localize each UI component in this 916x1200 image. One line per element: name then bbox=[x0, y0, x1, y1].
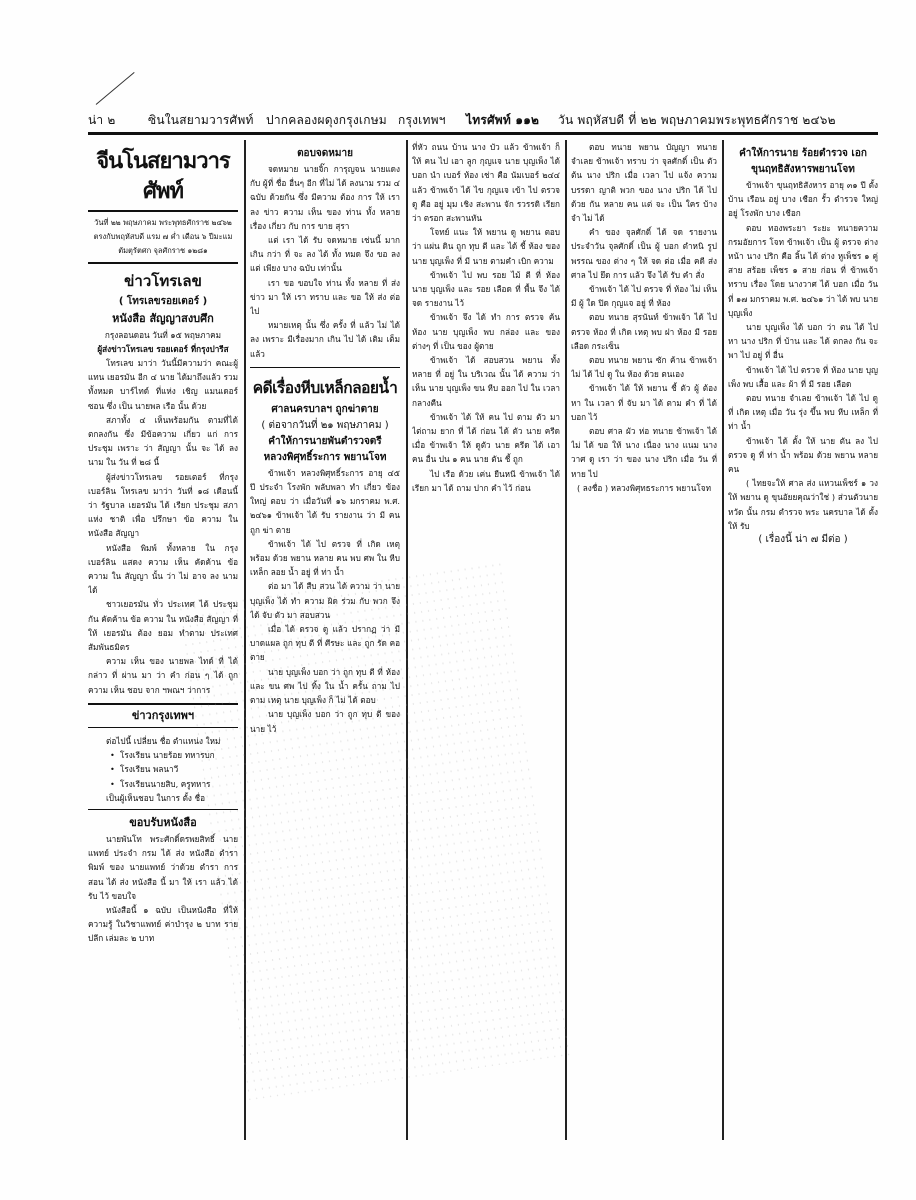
column-5 bbox=[728, 140, 878, 1140]
testimony-name: ขุนฤทธิสังหารพยานโจท bbox=[751, 164, 855, 175]
paragraph: โทรเลข มาว่า วันนี้มีความว่า คณะผู้แทน เยอรมัน อีก ๔ นาย ได้มาถึงแล้ว รวมทั้งหมด บาร์ไทด์ ที่แห่ง เชิญ แมนเดอร์ ซอน ซึ่ง เป็น นายพล เรือ นั้น ด้วย bbox=[88, 358, 238, 411]
section-title: ขอบรับหนังสือ bbox=[129, 815, 197, 829]
paragraph: หนังสือ พิมพ์ ทั้งหลาย ใน กรุง เบอร์ลิน แสดง ความ เห็น คัดค้าน ข้อ ความ ใน สัญญา นั้น ว่า ไม่ อาจ ลง นาม ได้ bbox=[88, 542, 238, 596]
signature: ( ลงชื่อ ) หลวงพิศุทธระการ พยานโจท bbox=[576, 482, 711, 493]
issue-line: ตัมตุรัตศก จุลศักราช ๑๒๘๑ bbox=[88, 244, 238, 263]
masthead: จีนโนสยามวารศัพท์ bbox=[88, 146, 238, 212]
testimony-title: คำให้การนาย ร้อยตำรวจ เอก bbox=[739, 148, 867, 159]
testimony-name: หลวงพิศุทธิ์ระการ พยานโจท bbox=[263, 451, 387, 463]
paragraph: ข้าพเจ้า ได้ ให้ คน ไป ตาม ตัว มา ไต่ถาม ยาก ที่ ได้ ก่อน ได้ ตัว นาย ครีด เมื่อ ข้าพเจ้า ให้ ดูตัว นาย ครีด ได้ เอา คน อื่น ปน ๑ คน นาย ตัน ชี้ ถูก bbox=[412, 411, 560, 465]
list-item: • โรงเรียน นายร้อย ทหารบก bbox=[88, 748, 238, 762]
paragraph: ต่อไปนี้ เปลี่ยน ชื่อ ตำแหน่ง ใหม่ bbox=[106, 735, 221, 746]
paragraph: ข้าพเจ้า ได้ ไป ตรวจ ที่ ห้อง ไม่ เห็น มี ผู้ ใด ปิด กุญแจ อยู่ ที่ ห้อง bbox=[571, 284, 717, 309]
paragraph: ผู้ส่งข่าวโทรเลข รอยเตอร์ ที่กรุง เบอร์ลิน โทรเลข มาว่า วันที่ ๑๘ เดือนนี้ ว่า รัฐบาล เยอรมัน ได้ เรียก ประชุม สภา แห่ง ชาติ เพื่อ ปรึกษา ข้อ ความ ใน หนังสือ สัญญา bbox=[88, 471, 238, 539]
paragraph: ตอบ ศาล ผัว ห่อ ทนาย ข้าพเจ้า ได้ ไม่ ได้ ขอ ให้ นาง เนื่อง นาง แนม นาง วาศ ดู เรา ว่า ของ นาง ปริก เมื่อ วัน ที่ หาย ไป bbox=[571, 426, 717, 479]
continued-note: ( เรื่องนี้ น่า ๗ มีต่อ ) bbox=[758, 534, 848, 546]
paragraph: หนังสือนี้ ๑ ฉบับ เป็นหนังสือ ที่ให้ความรู้ ในวิชาแพทย์ ค่าบำรุง ๒ บาท ราย ปลีก เล่มละ ๒ บาท bbox=[88, 904, 238, 944]
section-headline: ข่าวโทรเลข bbox=[124, 271, 202, 290]
paragraph: โจทย์ แนะ ให้ พยาน ดู พยาน ตอบ ว่า แผ่น ดิน ถูก ทุบ ตี และ ได้ ชี้ ห้อง ของ นาย บุญเพ็ง ที่ มี นาย ตามคำ เบิก ความ bbox=[412, 227, 560, 266]
dateline: กรุงลอนดอน วันที่ ๑๕ พฤษภาคม bbox=[104, 329, 222, 340]
paper-name: ซินในสยามวารศัพท์ bbox=[148, 113, 254, 127]
paragraph: ข้าพเจ้า หลวงพิศุทธิ์ระการ อายุ ๔๕ ปี ประจำ โรงพัก พลับพลา ทำ เกี่ยว ข้อง ใหญ่ ตอบ ว่า เมื่อวันที่ ๑๖ มกราคม พ.ศ. ๒๔๖๑ ข้าพเจ้า ได้ รับ รายงาน ว่า มี คน ถูก ฆ่า ตาย bbox=[250, 467, 400, 535]
paragraph: เรา ขอ ขอบใจ ท่าน ทั้ง หลาย ที่ ส่ง ข่าว มา ให้ เรา ทราบ และ ขอ ให้ ส่ง ต่อไป bbox=[250, 277, 400, 317]
paragraph: นาย บุญเพ็ง ได้ บอก ว่า ตน ได้ ไป หา นาง ปริก ที่ บ้าน และ ได้ ตกลง กัน จะ พา ไป อยู่ ที่ อื่น bbox=[728, 322, 878, 361]
paragraph: ข้าพเจ้า ขุนฤทธิสังหาร อายุ ๓๑ ปี ตั้ง บ้าน เรือน อยู่ บาง เชือก รั้ว ตำรวจ ใหญ่ อยู่ โรงพัก บาง เชือก bbox=[728, 180, 878, 219]
date: วัน พฤหัสบดี ที่ ๒๒ พฤษภาคม bbox=[558, 113, 716, 127]
paragraph: ( ไทยจะให้ ศาล ส่ง แหวนเพ็ชร์ ๑ วง ให้ พยาน ดู ขุนอัยยคุณว่าใช่ ) ส่วนตัวนายหวัด นั้น กรม ตำรวจ พระ นครบาล ได้ ตั้ง ให้ รับ bbox=[728, 478, 878, 531]
subhead-continued: ( ต่อจากวันที่ ๒๑ พฤษภาคม ) bbox=[261, 419, 389, 431]
paragraph: ตอบ ทนาย พยาน บัญญา ทนาย จำเลย ข้าพเจ้า ทราบ ว่า จุลศักดิ์ เป็น ตัว ต้น นาง ปริก เมื่อ เวลา ไป แจ้ง ความ บรรดา ญาติ พวก ของ นาง ปริก ได้ ไป ด้วย กัน หลาย คน แต่ จะ เป็น ใคร บ้าง จำ ไม่ ได้ bbox=[571, 142, 717, 224]
column-3 bbox=[412, 140, 560, 1140]
testimony-title: คำให้การนายพันตำรวจตรี bbox=[268, 435, 382, 447]
paragraph: ตอบ ทนาย พยาน ซัก ค้าน ข้าพเจ้า ไม่ ได้ ไป ดู ใน ห้อง ด้วย ตนเอง bbox=[571, 355, 717, 380]
list-item: • โรงเรียน พลนาวี bbox=[88, 762, 238, 776]
section-title: ตอบจดหมาย bbox=[297, 148, 353, 159]
column-4 bbox=[571, 140, 717, 1140]
paragraph: ตอบ ทนาย จำเลย ข้าพเจ้า ได้ ไป ดู ที่ เกิด เหตุ เมื่อ วัน รุ่ง ขึ้น พบ หีบ เหล็ก ที่ ท่า น้ำ bbox=[728, 393, 878, 432]
header-rule bbox=[88, 132, 878, 135]
city: กรุงเทพฯ bbox=[398, 113, 446, 127]
paragraph: คำ ของ จุลศักดิ์ ได้ จด รายงาน ประจำวัน จุลศักดิ์ เป็น ผู้ บอก ตำหนิ รูปพรรณ ของ ต่าง ๆ ให้ จด ต่อ เมื่อ คดี ส่ง ศาล ไป ยึด การ แล้ว จึง ได้ รับ คำ สั่ง bbox=[571, 227, 717, 280]
paragraph: นาย บุญเพ็ง บอก ว่า ถูก ทุบ ตี ที่ ห้อง และ ขน ศพ ไป ทิ้ง ใน น้ำ ครั้น ถาม ไป ตาม เหตุ นาย บุญเพ็ง ก็ ไม่ ได้ ตอบ bbox=[250, 666, 400, 706]
divider bbox=[250, 367, 400, 368]
paragraph: ตอบ ทองพระยา ระยะ ทนายความ กรมอัยการ โจท ข้าพเจ้า เป็น ผู้ ตรวจ ต่างหน้า นาง ปริก คือ ลิ้น ได้ ต่าง หูเพ็ชร ๑ คู่ สาย สร้อย เพ็ชร ๑ สาย ก่อน ที่ ข้าพเจ้า ทราบ เรื่อง โดย นางวาศ ได้ บอก เมื่อ วันที่ ๑๗ มกราคม พ.ศ. ๒๔๖๑ ว่า ได้ พบ นาย บุญเพ็ง bbox=[728, 222, 878, 318]
issue-line: วันที่ ๒๒ พฤษภาคม พระพุทธศักราช ๒๔๖๒ bbox=[94, 218, 232, 227]
column-2 bbox=[250, 140, 400, 1140]
paragraph: ชาวเยอรมัน ทั่ว ประเทศ ได้ ประชุม กัน คัดค้าน ข้อ ความ ใน หนังสือ สัญญา ที่ ให้ เยอรมัน ต้อง ยอม ทำตาม ประเทศ สัมพันธมิตร bbox=[88, 599, 238, 653]
paragraph: ตอบ ทนาย สุรนันท์ ข้าพเจ้า ได้ ไป ตรวจ ห้อง ที่ เกิด เหตุ พบ ฝา ห้อง มี รอย เลือด กระเซ็น bbox=[571, 312, 717, 351]
column-divider bbox=[722, 140, 724, 1140]
paragraph: ข้าพเจ้า ได้ ไป ตรวจ ที่ ห้อง นาย บุญเพ็ง พบ เสื้อ และ ผ้า ที่ มี รอย เลือด bbox=[728, 364, 878, 389]
section-title: ข่าวกรุงเทพฯ bbox=[131, 708, 195, 722]
page-header bbox=[88, 108, 878, 130]
section-subhead: ( โทรเลขรอยเตอร์ ) bbox=[118, 295, 208, 307]
paragraph: เป็นผู้เห็นชอบ ในการ ตั้ง ชื่อ bbox=[106, 792, 205, 803]
paragraph: ข้าพเจ้า ได้ ไป ตรวจ ที่ เกิด เหตุ พร้อม ด้วย พยาน หลาย คน พบ ศพ ใน หีบ เหล็ก ลอย น้ำ อยู่ ที่ ท่า น้ำ bbox=[250, 538, 400, 578]
paragraph: ข้าพเจ้า ไป พบ รอย ไม้ ตี ที่ ห้อง นาย บุญเพ็ง และ รอย เลือด ที่ พื้น จึง ได้ จด รายงาน ไว้ bbox=[412, 269, 560, 309]
paragraph: หมายเหตุ นั้น ซึ่ง ครั้ง ที่ แล้ว ไม่ ได้ ลง เพราะ มีเรื่องมาก เกิน ไป ได้ เติม เต็ม แล้ว bbox=[250, 320, 400, 359]
section-box bbox=[88, 703, 238, 728]
column-1 bbox=[88, 140, 238, 1140]
scan-mark bbox=[96, 72, 135, 105]
paragraph: สภาทั้ง ๔ เห็นพร้อมกัน ตามที่ได้ตกลงกัน ซึ่ง มีข้อความ เกี่ยว แก่ การ ประชุม เพราะ ว่า สัญญา นั้น จะ ได้ ลง นาม ใน วัน ที่ ๒๘ นี้ bbox=[88, 414, 238, 468]
subhead: ศาลนครบาลฯ ถูกฆ่าตาย bbox=[271, 403, 379, 415]
phone: ไทรศัพท์ ๑๑๒ bbox=[466, 113, 540, 127]
page-number: น่า ๒ bbox=[88, 113, 116, 127]
article-title: หนังสือ สัญญาสงบศึก bbox=[112, 311, 214, 325]
paragraph: ข้าพเจ้า ได้ ตั้ง ให้ นาย ตัน ลง ไป ตรวจ ดู ที่ ท่า น้ำ พร้อม ด้วย พยาน หลาย คน bbox=[728, 435, 878, 475]
paragraph: ไป เรือ ด้วย เค่น ยืนหนี ข้าพเจ้า ได้ เรียก มา ได้ ถาม ปาก คำ ไว้ ก่อน bbox=[412, 468, 560, 493]
issue-line: ตรงกับพฤหัสบดี แรม ๗ ค่ำ เดือน ๖ ปีมะแม bbox=[93, 232, 233, 242]
paragraph: แต่ เรา ได้ รับ จดหมาย เช่นนี้ มาก เกิน กว่า ที่ จะ ลง ได้ ทั้ง หมด จึง ขอ ลง แต่ เพียง บาง ฉบับ เท่านั้น bbox=[250, 235, 400, 274]
buddhist-era: พระพุทธศักราช ๒๔๖๒ bbox=[716, 113, 836, 127]
paragraph: เมื่อ ได้ ตรวจ ดู แล้ว ปรากฏ ว่า มี บาดแผล ถูก ทุบ ตี ที่ ศีรษะ และ ถูก รัด คอ ตาย bbox=[250, 624, 400, 663]
office-address: ปากคลองผดุงกรุงเกษม bbox=[266, 113, 387, 127]
paragraph: จดหมาย นายจิ๊ก การุญจน นายแดง กับ ผู้ที่ ชื่อ อื่นๆ อีก ที่ไม่ ได้ ลงนาม รวม ๔ ฉบับ ด้วยกัน ซึ่ง มีความ ต้อง การ ให้ เรา ลง ข่าว ความ เห็น ของ ท่าน ทั้ง หลาย เรื่อง เกี่ยว กับ การ ขาย สุรา bbox=[250, 164, 400, 231]
paragraph: ต่อ มา ได้ สืบ สวน ได้ ความ ว่า นาย บุญเพ็ง ได้ ทำ ความ ผิด ร่วม กับ พวก จึง ได้ จับ ตัว มา สอบสวน bbox=[250, 581, 400, 620]
column-divider bbox=[565, 140, 567, 1140]
column-divider bbox=[406, 140, 408, 1140]
divider bbox=[88, 809, 238, 810]
paragraph: ข้าพเจ้า จึง ได้ ทำ การ ตรวจ ค้น ห้อง นาย บุญเพ็ง พบ กล่อง และ ของ ต่างๆ ที่ เป็น ของ ผู้ตาย bbox=[412, 312, 560, 351]
list-item: • โรงเรียนนายสิบ, ครูทหาร bbox=[88, 777, 238, 791]
paragraph: นายพันโท พระศักดิ์ดรพยสิทธิ์ นายแพทย์ ประจำ กรม ได้ ส่ง หนังสือ ตำรา พิมพ์ ของ นายแพทย์ ว่าด้วย ตำรา การ สอน ได้ ส่ง หนังสือ นี้ มา ให้ เรา แล้ว ได้ รับ ไว้ ขอบใจ bbox=[88, 833, 238, 901]
column-divider bbox=[244, 140, 246, 1140]
paragraph: ที่หัว ถนน บ้าน นาง บัว แล้ว ข้าพเจ้า ก็ ให้ คน ไป เอา ลูก กุญแจ นาย บุญเพ็ง ได้ บอก นำ เบอร์ ห้อง เช่า คือ นัมเบอร์ ๒๔๔ แล้ว ข้าพเจ้า ได้ ไข กุญแจ เข้า ไป ตรวจ ดู คือ อยู่ มุม เชิง สะพาน จัก รวรรดิ เรียก ว่า ตรอก สะพานหัน bbox=[412, 142, 560, 224]
paragraph: ข้าพเจ้า ได้ ให้ พยาน ชี้ ตัว ผู้ ต้อง หา ใน เวลา ที่ จับ มา ได้ ตาม คำ ที่ ได้ บอก ไว้ bbox=[571, 383, 717, 422]
paragraph: ข้าพเจ้า ได้ สอบสวน พยาน ทั้ง หลาย ที่ อยู่ ใน บริเวณ นั้น ได้ ความ ว่า เห็น นาย บุญเพ็ง ขน หีบ ออก ไป ใน เวลา กลางคืน bbox=[412, 355, 560, 408]
headline: คดีเรื่องหีบเหล็กลอยน้ำ bbox=[252, 378, 398, 397]
byline: ผู้ส่งข่าวโทรเลข รอยเตอร์ ที่กรุงปารีส bbox=[97, 343, 229, 354]
paragraph: นาย บุญเพ็ง บอก ว่า ถูก ทุบ ตี ของ นาย ไว้ bbox=[250, 709, 400, 734]
paragraph: ความ เห็น ของ นายพล ไทด์ ที่ ได้ กล่าว ที่ ผ่าน มา ว่า คำ ก่อน ๆ ได้ ถูก ความ เห็น ชอบ จาก ฯพณฯ ว่าการ bbox=[88, 656, 238, 695]
